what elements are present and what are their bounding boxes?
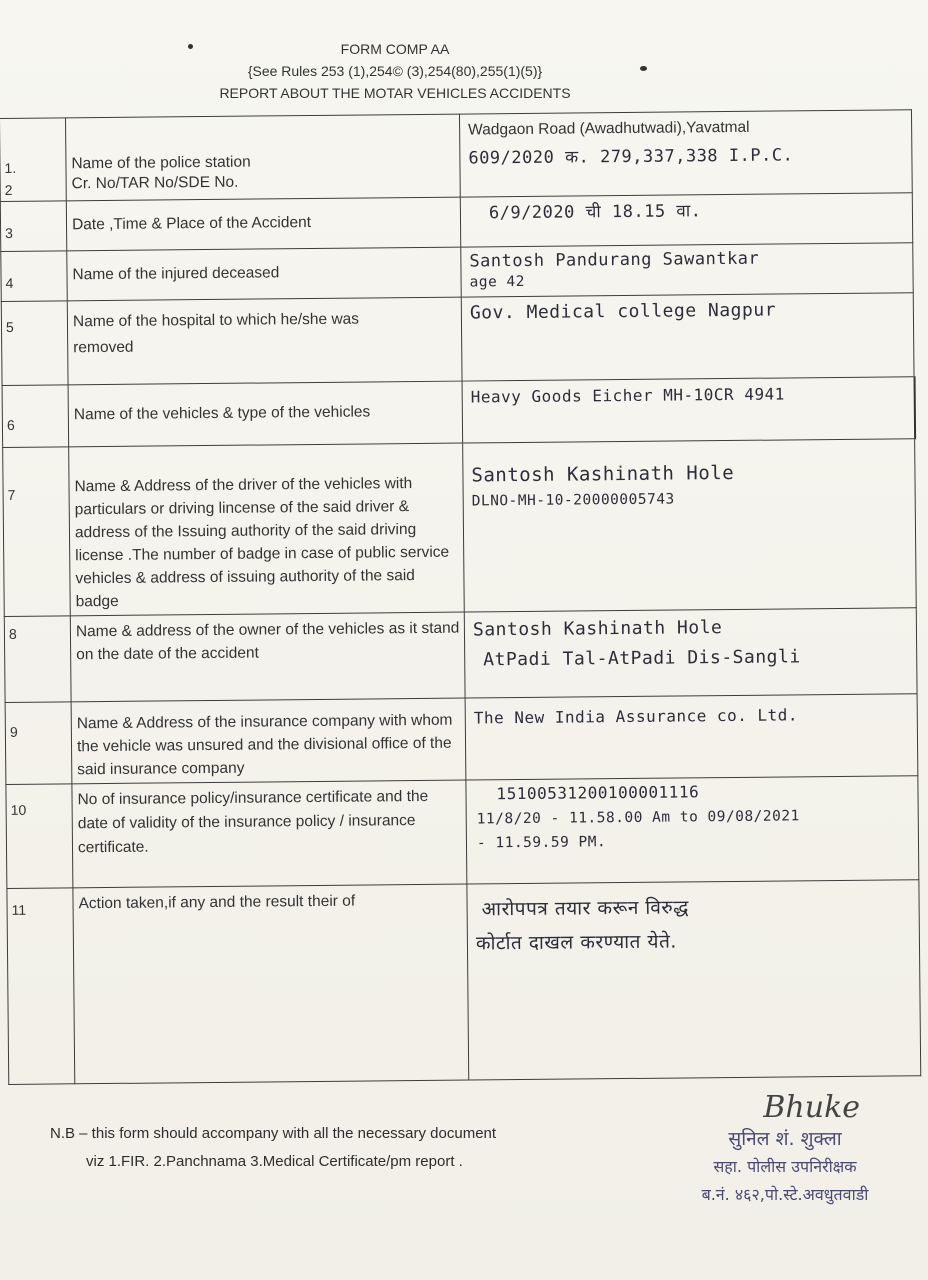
table-row: [7, 880, 921, 1085]
row-value: The New India Assurance co. Ltd.: [465, 694, 918, 780]
row-label: Name & address of the owner of the vehicles as it stand on the date of the accident: [70, 612, 465, 702]
row-label: Date ,Time & Place of the Accident: [66, 197, 460, 251]
row-value: Santosh Kashinath Hole DLNO-MH-10-20000005743: [463, 439, 917, 612]
nb-note: [50, 1120, 496, 1176]
row-value: Santosh Kashinath Hole AtPadi Tal-AtPadi Dis-Sangli: [464, 608, 917, 698]
officer-name: सुनिल शं. शुक्ला: [728, 1128, 842, 1150]
row-label: Name & Address of the driver of the vehicles with particulars or driving lincense of the said driver & address of the Issuing authority of the said driving license .The number of badge in case of public service vehicles & address of issuing authority of the said badge: [69, 443, 465, 616]
row-label: [66, 114, 461, 201]
report-title: REPORT ABOUT THE MOTAR VEHICLES ACCIDENTS: [219, 85, 571, 101]
nb-line-2: viz 1.FIR. 2.Panchnama 3.Medical Certificate/pm report .: [86, 1153, 463, 1170]
row-value: Santosh Pandurang Sawantkar age 42: [461, 243, 913, 297]
nb-line-1: N.B – this form should accompany with all the necessary document: [50, 1125, 497, 1142]
row-number: 8: [4, 616, 71, 703]
row-label: Name of the vehicles & type of the vehicles: [68, 381, 463, 447]
label-police-station: Name of the police station: [71, 153, 251, 173]
row-value: 6/9/2020 ची 18.15 वा.: [460, 193, 912, 247]
row-number: 11: [7, 888, 75, 1085]
table-row: [4, 608, 917, 703]
row-number: 9: [5, 702, 72, 785]
table-row: [3, 439, 917, 617]
row-label: No of insurance policy/insurance certificate and the date of validity of the insurance policy / insurance certificate.: [72, 780, 467, 888]
form-header: [0, 38, 790, 104]
accident-report-table: [0, 109, 922, 1085]
row-value: [459, 110, 912, 197]
table-row: [1, 293, 914, 386]
form-title: FORM COMP AA: [340, 41, 450, 57]
label-cr-no: Cr. No/TAR No/SDE No.: [71, 173, 239, 193]
row-number: 6: [2, 385, 69, 448]
row-label: Name of the injured deceased: [67, 247, 461, 301]
row-value: 15100531200100001116 11/8/20 - 11.58.00 Am to 09/08/2021 - 11.59.59 PM.: [466, 776, 919, 884]
officer-signature-stamp: [650, 1090, 920, 1209]
row-value: आरोपपत्र तयार करून विरुद्ध कोर्टात दाखल करण्यात येते.: [467, 880, 921, 1080]
form-rules: {See Rules 253 (1),254© (3),254(80),255(1)(5)}: [247, 63, 543, 79]
officer-designation: सहा. पोलीस उपनिरीक्षक: [713, 1157, 857, 1176]
table-row: [5, 694, 918, 785]
value-police-station: Wadgaon Road (Awadhutwadi),Yavatmal: [468, 118, 750, 139]
row-value: Heavy Goods Eicher MH-10CR 4941: [462, 377, 915, 443]
table-row: [6, 776, 919, 889]
table-row: [2, 377, 915, 448]
row-number: 3: [0, 201, 66, 252]
table-row: [1, 243, 913, 302]
row-number: 7: [3, 447, 71, 617]
officer-station: ब.नं. ४६२,पो.स्टे.अवधुतवाडी: [701, 1185, 869, 1204]
row-number: 1. 2: [0, 118, 66, 202]
table-row: [0, 193, 912, 252]
table-row: [0, 110, 912, 202]
signature-scrawl: Bhuke: [763, 1090, 860, 1125]
value-cr-no: 609/2020 क. 279,337,338 I.P.C.: [468, 145, 794, 169]
row-number: 5: [1, 301, 68, 386]
row-value: Gov. Medical college Nagpur: [461, 293, 914, 381]
row-label: Action taken,if any and the result their of: [73, 884, 469, 1084]
row-number: 10: [6, 784, 73, 889]
row-label: Name of the hospital to which he/she was removed: [67, 297, 462, 385]
row-number: 4: [1, 251, 67, 302]
row-label: Name & Address of the insurance company with whom the vehicle was unsured and the divisional office of the said insurance company: [71, 698, 466, 784]
